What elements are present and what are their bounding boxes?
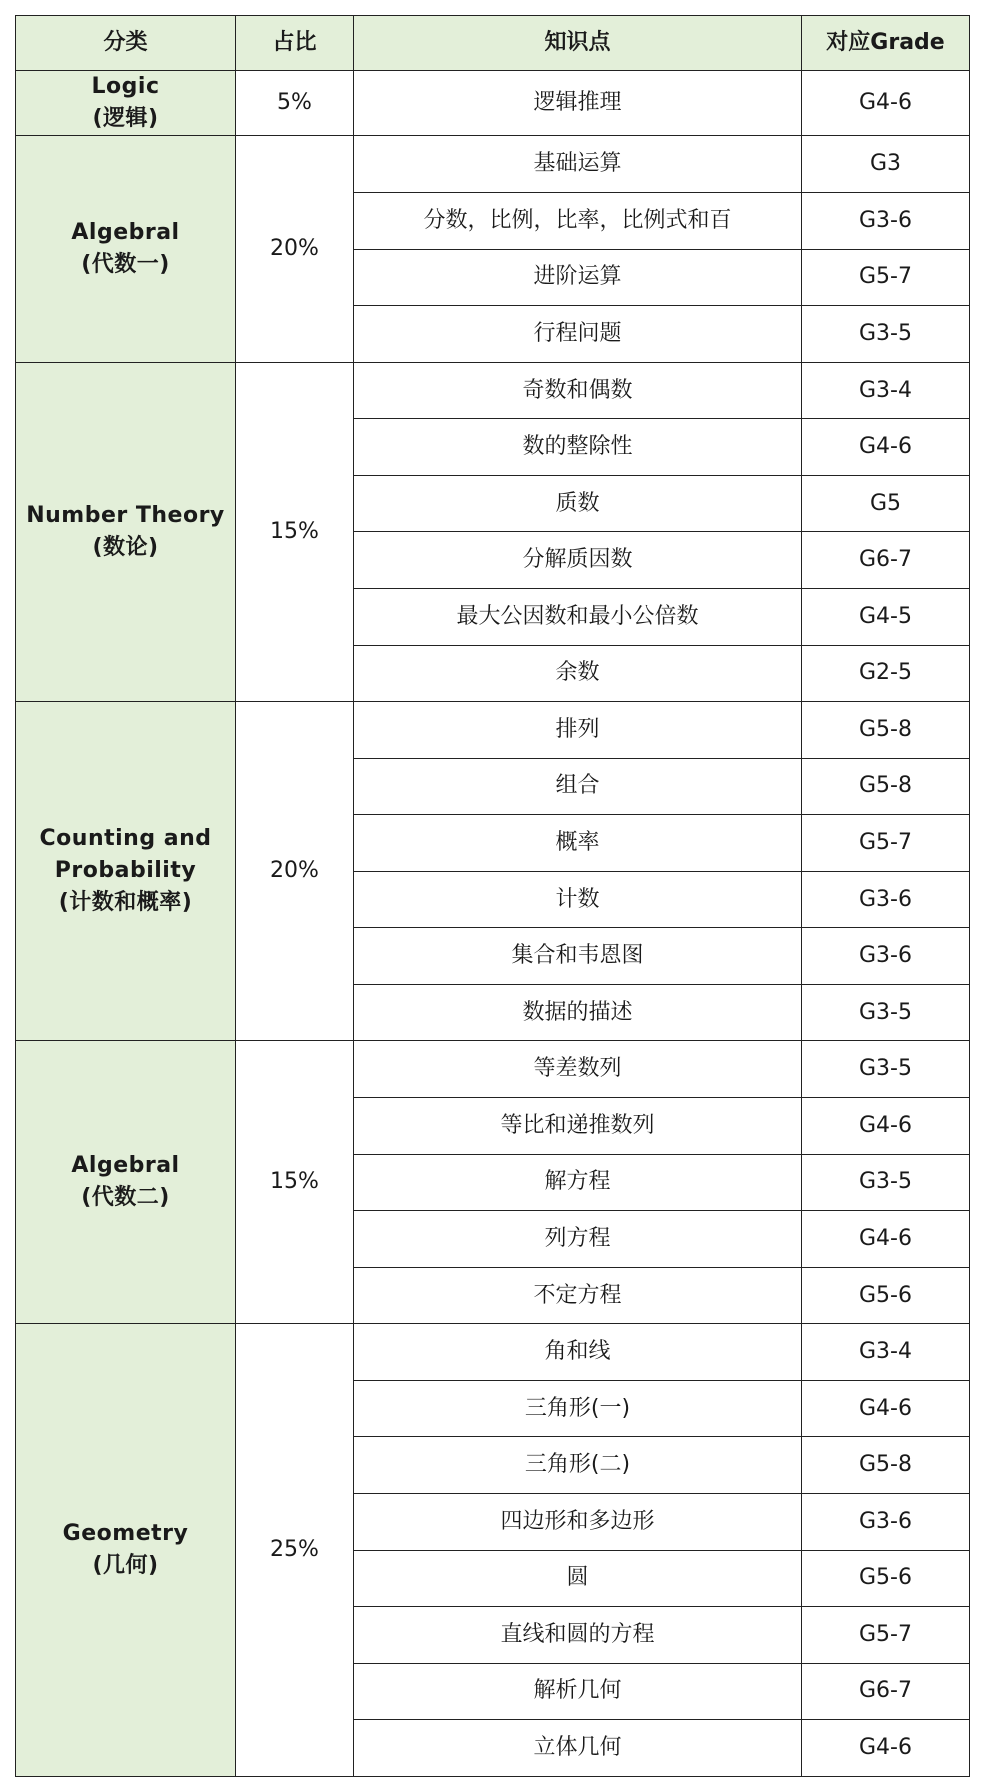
grade-cell: G4-5 xyxy=(802,588,970,645)
topic-cell: 逻辑推理 xyxy=(354,71,802,136)
share-cell: 5% xyxy=(236,71,354,136)
category-name-en: Logic xyxy=(91,74,160,100)
topic-cell: 分数，比例，比率，比例式和百 xyxy=(354,193,802,250)
grade-cell: G2-5 xyxy=(802,645,970,702)
grade-cell: G6-7 xyxy=(802,532,970,589)
grade-cell: G5-6 xyxy=(802,1267,970,1324)
category-cell xyxy=(16,71,236,136)
topic-cell: 不定方程 xyxy=(354,1267,802,1324)
grade-cell: G3-6 xyxy=(802,193,970,250)
table-row xyxy=(16,362,970,419)
grade-cell: G5-6 xyxy=(802,1550,970,1607)
grade-cell: G5-8 xyxy=(802,702,970,759)
topic-cell: 集合和韦恩图 xyxy=(354,928,802,985)
curriculum-table xyxy=(15,15,970,1777)
grade-cell: G4-6 xyxy=(802,1098,970,1155)
topic-cell: 行程问题 xyxy=(354,306,802,363)
header-category: 分类 xyxy=(16,16,236,71)
share-cell: 20% xyxy=(236,702,354,1041)
category-name-en: Algebral xyxy=(71,1153,180,1179)
topic-cell: 三角形(二) xyxy=(354,1437,802,1494)
header-grade: 对应Grade xyxy=(802,16,970,71)
category-name-cn: (代数二) xyxy=(81,1185,170,1211)
grade-cell: G5-7 xyxy=(802,249,970,306)
topic-cell: 角和线 xyxy=(354,1324,802,1381)
topic-cell: 解析几何 xyxy=(354,1663,802,1720)
topic-cell: 圆 xyxy=(354,1550,802,1607)
grade-cell: G4-6 xyxy=(802,1211,970,1268)
header-topic: 知识点 xyxy=(354,16,802,71)
topic-cell: 四边形和多边形 xyxy=(354,1493,802,1550)
table-row xyxy=(16,71,970,136)
share-cell: 20% xyxy=(236,136,354,362)
category-name-en: Counting and Probability xyxy=(39,826,212,884)
topic-cell: 列方程 xyxy=(354,1211,802,1268)
grade-cell: G4-6 xyxy=(802,419,970,476)
table-row xyxy=(16,702,970,759)
category-cell xyxy=(16,1324,236,1777)
grade-cell: G3-4 xyxy=(802,362,970,419)
grade-cell: G3-5 xyxy=(802,306,970,363)
topic-cell: 数的整除性 xyxy=(354,419,802,476)
grade-cell: G3-5 xyxy=(802,1041,970,1098)
table-body xyxy=(16,71,970,1777)
share-cell: 15% xyxy=(236,1041,354,1324)
grade-cell: G6-7 xyxy=(802,1663,970,1720)
topic-cell: 计数 xyxy=(354,871,802,928)
grade-cell: G5-8 xyxy=(802,758,970,815)
category-name-cn: (几何) xyxy=(92,1553,159,1579)
topic-cell: 质数 xyxy=(354,475,802,532)
topic-cell: 等比和递推数列 xyxy=(354,1098,802,1155)
grade-cell: G4-6 xyxy=(802,1720,970,1777)
topic-cell: 立体几何 xyxy=(354,1720,802,1777)
grade-cell: G3-4 xyxy=(802,1324,970,1381)
topic-cell: 解方程 xyxy=(354,1154,802,1211)
topic-cell: 组合 xyxy=(354,758,802,815)
topic-cell: 直线和圆的方程 xyxy=(354,1607,802,1664)
grade-cell: G3-6 xyxy=(802,928,970,985)
category-name-en: Algebral xyxy=(71,220,180,246)
topic-cell: 排列 xyxy=(354,702,802,759)
topic-cell: 奇数和偶数 xyxy=(354,362,802,419)
category-cell xyxy=(16,1041,236,1324)
header-share: 占比 xyxy=(236,16,354,71)
category-name-cn: (数论) xyxy=(92,534,159,560)
topic-cell: 最大公因数和最小公倍数 xyxy=(354,588,802,645)
topic-cell: 三角形(一) xyxy=(354,1380,802,1437)
category-cell xyxy=(16,136,236,362)
table-header-row xyxy=(16,16,970,71)
share-cell: 25% xyxy=(236,1324,354,1777)
category-name-cn: (逻辑) xyxy=(92,106,159,132)
grade-cell: G3-5 xyxy=(802,984,970,1041)
category-name-cn: (代数一) xyxy=(81,252,170,278)
category-name-en: Geometry xyxy=(62,1521,189,1547)
grade-cell: G3-6 xyxy=(802,1493,970,1550)
grade-cell: G5 xyxy=(802,475,970,532)
table-row xyxy=(16,1324,970,1381)
category-cell xyxy=(16,702,236,1041)
topic-cell: 数据的描述 xyxy=(354,984,802,1041)
table-row xyxy=(16,1041,970,1098)
grade-cell: G3-6 xyxy=(802,871,970,928)
grade-cell: G5-7 xyxy=(802,815,970,872)
topic-cell: 概率 xyxy=(354,815,802,872)
grade-cell: G3 xyxy=(802,136,970,193)
topic-cell: 进阶运算 xyxy=(354,249,802,306)
share-cell: 15% xyxy=(236,362,354,701)
grade-cell: G3-5 xyxy=(802,1154,970,1211)
table-row xyxy=(16,136,970,193)
topic-cell: 基础运算 xyxy=(354,136,802,193)
topic-cell: 等差数列 xyxy=(354,1041,802,1098)
grade-cell: G4-6 xyxy=(802,71,970,136)
topic-cell: 分解质因数 xyxy=(354,532,802,589)
grade-cell: G5-8 xyxy=(802,1437,970,1494)
category-name-en: Number Theory xyxy=(26,502,225,528)
category-cell xyxy=(16,362,236,701)
grade-cell: G4-6 xyxy=(802,1380,970,1437)
topic-cell: 余数 xyxy=(354,645,802,702)
category-name-cn: (计数和概率) xyxy=(58,890,193,916)
grade-cell: G5-7 xyxy=(802,1607,970,1664)
